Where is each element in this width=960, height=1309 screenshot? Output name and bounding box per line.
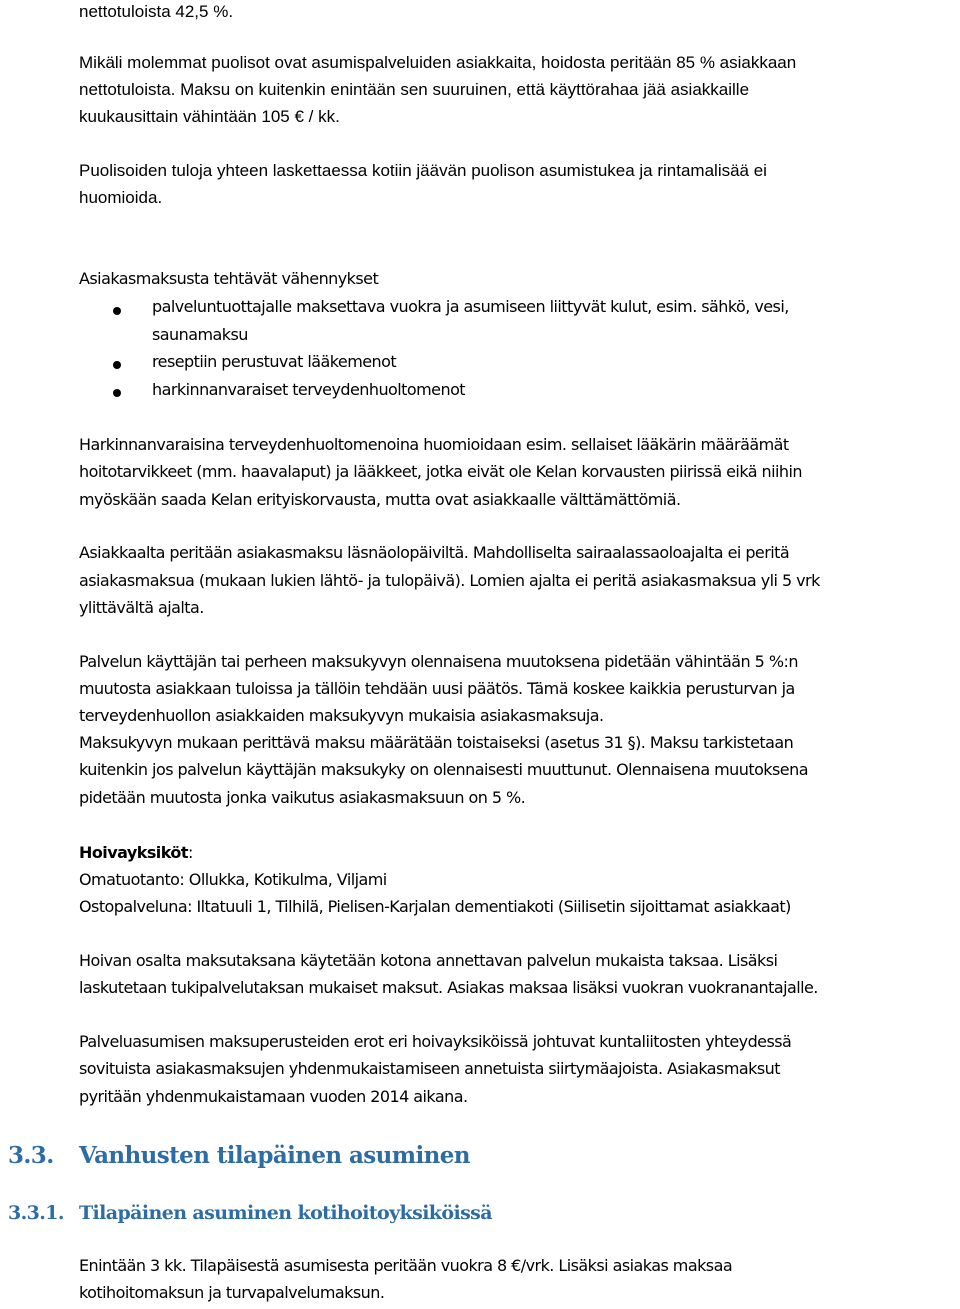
- paragraph-line: nettotuloista 42,5 %.: [79, 2, 234, 21]
- section-title: Vanhusten tilapäinen asuminen: [79, 1142, 470, 1169]
- units-title: Hoivayksiköt: [79, 843, 188, 862]
- list-item-line: harkinnanvaraiset terveydenhuoltomenot: [152, 380, 466, 399]
- paragraph-line: laskutetaan tukipalvelutaksan mukaiset maksut. Asiakas maksaa lisäksi vuokran vuokranantajalle.: [79, 978, 818, 997]
- subsection-title: Tilapäinen asuminen kotihoitoyksiköissä: [79, 1202, 492, 1224]
- paragraph-line: sovituista asiakasmaksujen yhdenmukaistamiseen annetuista siirtymäajoista. Asiakasmaksut: [79, 1059, 780, 1078]
- paragraph-line: Enintään 3 kk. Tilapäisestä asumisesta peritään vuokra 8 €/vrk. Lisäksi asiakas maksaa: [79, 1256, 733, 1275]
- paragraph-line: Asiakkaalta peritään asiakasmaksu läsnäolopäiviltä. Mahdolliselta sairaalassaoloajalta ei peritä: [79, 543, 790, 562]
- paragraph-line: ylittävältä ajalta.: [79, 598, 204, 617]
- paragraph-line: hoitotarvikkeet (mm. haavalaput) ja lääkkeet, jotka eivät ole Kelan korvausten piirissä eikä niihin: [79, 462, 803, 481]
- paragraph-line: Harkinnanvaraisina terveydenhuoltomenoina huomioidaan esim. sellaiset lääkärin määräämät: [79, 435, 789, 454]
- bullet-icon: [113, 361, 121, 369]
- paragraph-line: pyritään yhdenmukaistamaan vuoden 2014 aikana.: [79, 1087, 468, 1106]
- paragraph-line: muutosta asiakkaan tuloissa ja tällöin tehdään uusi päätös. Tämä koskee kaikkia perusturvan ja: [79, 679, 795, 698]
- units-heading: [79, 845, 193, 861]
- subsection-number: 3.3.1.: [8, 1202, 64, 1224]
- paragraph-line: kotihoitomaksun ja turvapalvelumaksun.: [79, 1283, 385, 1302]
- paragraph-line: terveydenhuollon asiakkaiden maksukyvyn mukaisia asiakasmaksuja.: [79, 706, 604, 725]
- paragraph-line: myöskään saada Kelan erityiskorvausta, mutta ovat asiakkaalle välttämättömiä.: [79, 490, 681, 509]
- paragraph-line: kuitenkin jos palvelun käyttäjän maksukyky on olennaisesti muuttunut. Olennaisena muutoksena: [79, 760, 808, 779]
- paragraph-line: huomioida.: [79, 188, 163, 207]
- paragraph-line: asiakasmaksua (mukaan lukien lähtö- ja tulopäivä). Lomien ajalta ei peritä asiakasmaksua yli 5 vrk: [79, 571, 820, 590]
- paragraph-line: kuukausittain vähintään 105 € / kk.: [79, 107, 340, 126]
- list-item-line: reseptiin perustuvat lääkemenot: [152, 352, 397, 371]
- units-colon: :: [187, 843, 193, 862]
- list-title: Asiakasmaksusta tehtävät vähennykset: [79, 269, 379, 288]
- section-number: 3.3.: [8, 1142, 54, 1169]
- paragraph-line: nettotuloista. Maksu on kuitenkin enintään sen suuruinen, että käyttörahaa jää asiakkaille: [79, 80, 750, 99]
- list-item-line: saunamaksu: [152, 325, 248, 344]
- bullet-icon: [113, 307, 121, 315]
- paragraph-line: Maksukyvyn mukaan perittävä maksu määrätään toistaiseksi (asetus 31 §). Maksu tarkistetaan: [79, 733, 794, 752]
- paragraph-line: Hoivan osalta maksutaksana käytetään kotona annettavan palvelun mukaista taksaa. Lisäksi: [79, 951, 778, 970]
- units-purchased: Ostopalveluna: Iltatuuli 1, Tilhilä, Pielisen-Karjalan dementiakoti (Siilisetin sijoittamat asiakkaat): [79, 897, 791, 916]
- paragraph-line: Palvelun käyttäjän tai perheen maksukyvyn olennaisena muutoksena pidetään vähintään 5 %:n: [79, 652, 798, 671]
- bullet-icon: [113, 389, 121, 397]
- list-item-line: palveluntuottajalle maksettava vuokra ja asumiseen liittyvät kulut, esim. sähkö, vesi,: [152, 297, 789, 316]
- units-own: Omatuotanto: Ollukka, Kotikulma, Viljami: [79, 870, 387, 889]
- paragraph-line: Puolisoiden tuloja yhteen laskettaessa kotiin jäävän puolison asumistukea ja rintamalisää ei: [79, 161, 767, 180]
- paragraph-line: Mikäli molemmat puolisot ovat asumispalveluiden asiakkaita, hoidosta peritään 85 % asiakkaan: [79, 53, 797, 72]
- paragraph-line: pidetään muutosta jonka vaikutus asiakasmaksuun on 5 %.: [79, 788, 526, 807]
- paragraph-line: Palveluasumisen maksuperusteiden erot eri hoivayksiköissä johtuvat kuntaliitosten yhteydessä: [79, 1032, 792, 1051]
